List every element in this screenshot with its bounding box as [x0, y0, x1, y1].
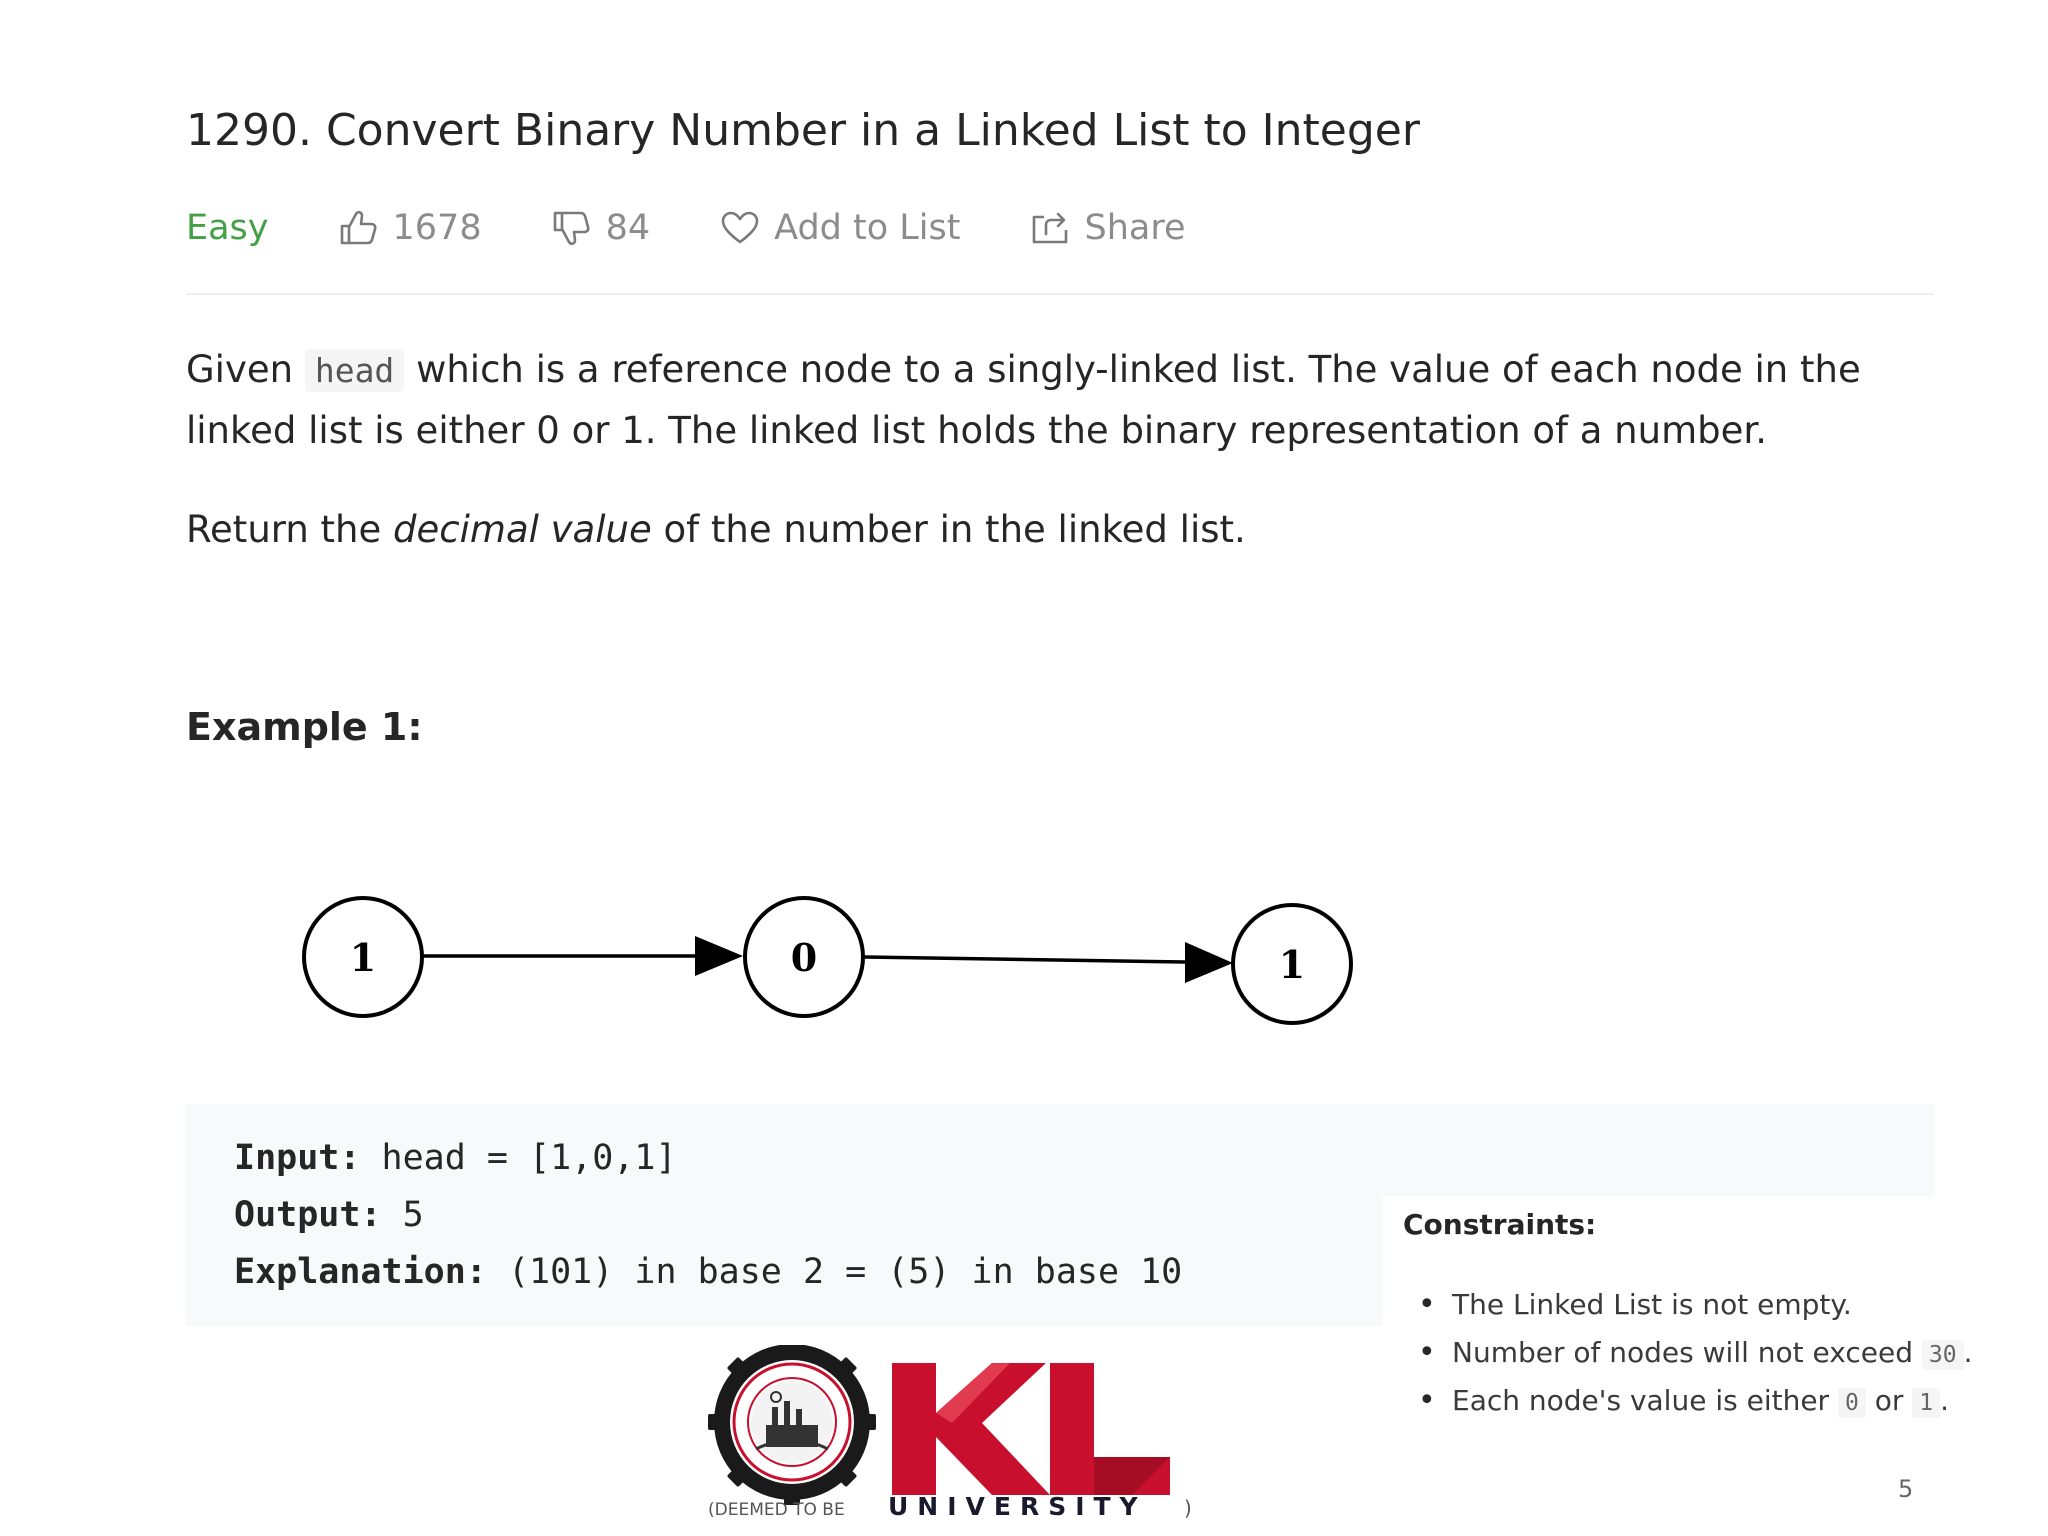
inline-code: 1 [1912, 1388, 1940, 1418]
arrow-head [695, 936, 743, 976]
add-to-list-button[interactable] [720, 208, 960, 248]
input-label: Input: [234, 1138, 361, 1178]
arrow-edge [863, 957, 1185, 962]
linked-list-diagram [280, 880, 1400, 1040]
list-item: • Number of nodes will not exceed 30 . [1452, 1333, 1972, 1381]
list-item: • The Linked List is not empty. [1452, 1285, 1972, 1333]
share-label: Share [1084, 208, 1186, 248]
arrow-head [1185, 942, 1233, 983]
input-value: head = [1,0,1] [360, 1138, 677, 1178]
return-paragraph: Return the decimal value of the number in the linked list. [186, 508, 1246, 551]
dislike-button[interactable] [552, 208, 651, 248]
inline-code: 30 [1922, 1340, 1964, 1370]
divider [186, 293, 1934, 295]
problem-title: 1290. Convert Binary Number in a Linked List to Integer [186, 105, 1420, 156]
logo-word: UNIVERSITY [888, 1492, 1147, 1520]
dislike-count: 84 [605, 208, 651, 248]
thumbs-down-icon [552, 210, 592, 246]
page-number: 5 [1898, 1475, 1914, 1503]
share-icon [1030, 210, 1070, 246]
problem-meta-bar [186, 200, 1256, 256]
heart-icon [720, 210, 760, 246]
logo-suffix: ) [1184, 1496, 1192, 1520]
explanation-label: Explanation: [234, 1252, 487, 1292]
constraints-list [1452, 1285, 1972, 1429]
like-button[interactable] [339, 208, 482, 248]
example-heading: Example 1: [186, 705, 423, 749]
output-value: 5 [381, 1195, 424, 1235]
explanation-value: (101) in base 2 = (5) in base 10 [486, 1252, 1183, 1292]
emphasis-text: decimal value [393, 508, 652, 551]
constraints-heading: Constraints: [1403, 1208, 1597, 1241]
add-to-list-label: Add to List [774, 208, 961, 248]
list-item: • Each node's value is either 0 or 1 . [1452, 1381, 1972, 1429]
kl-letters-icon [892, 1363, 1170, 1495]
node-value: 1 [349, 935, 377, 980]
node-value: 0 [790, 935, 818, 980]
inline-code: 0 [1838, 1388, 1866, 1418]
like-count: 1678 [392, 208, 482, 248]
example-text [234, 1130, 1182, 1301]
university-seal-icon [708, 1345, 876, 1505]
node-value: 1 [1278, 942, 1306, 987]
difficulty-badge: Easy [186, 208, 269, 248]
inline-code: head [305, 349, 404, 392]
output-label: Output: [234, 1195, 382, 1235]
logo-prefix: (DEEMED TO BE [708, 1500, 845, 1520]
kl-university-logo [700, 1345, 1220, 1520]
share-button[interactable] [1030, 208, 1185, 248]
description-paragraph: Given head which is a reference node to a singly-linked list. The value of each node in the linked list is either 0 or 1. The linked list holds the binary representation of a number. [186, 348, 1861, 452]
thumbs-up-icon [339, 210, 379, 246]
